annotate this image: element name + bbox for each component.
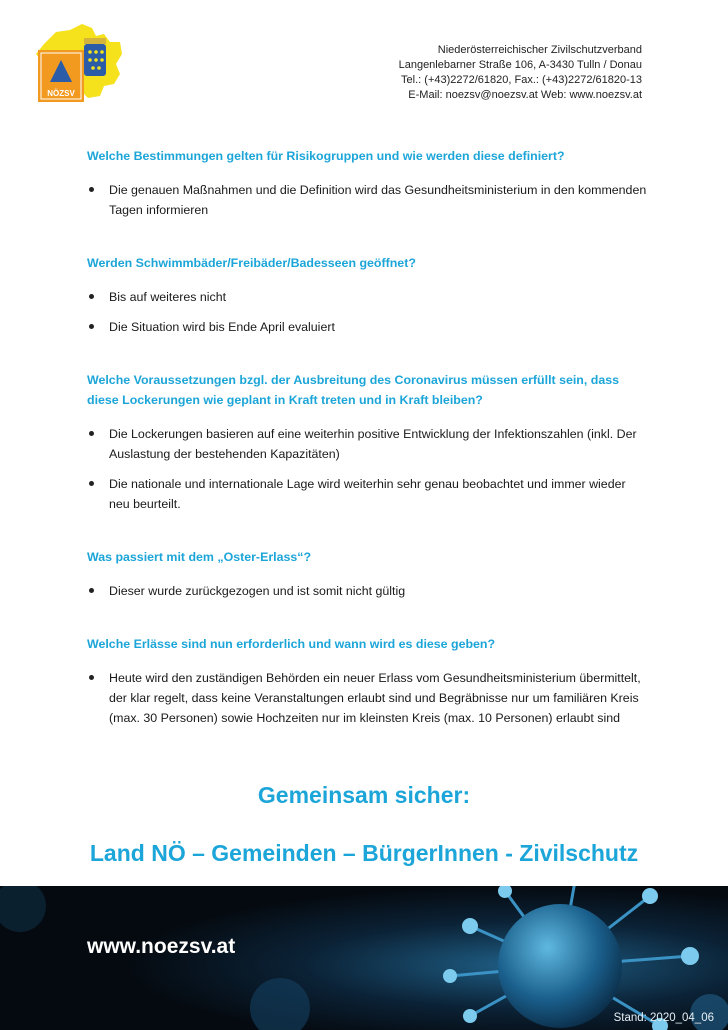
org-address: Langenlebarner Straße 106, A-3430 Tulln / Donau xyxy=(398,59,642,71)
faq-question: Welche Voraussetzungen bzgl. der Ausbreitung des Coronavirus müssen erfüllt sein, dass diese Lockerungen wie geplant in Kraft treten und in Kraft bleiben? xyxy=(87,373,619,407)
bullet-text: Bis auf weiteres nicht xyxy=(109,290,227,304)
faq-question: Welche Bestimmungen gelten für Risikogruppen und wie werden diese definiert? xyxy=(87,149,565,163)
bullet-text: Die genauen Maßnahmen und die Definition wird das Gesundheitsministerium in den kommenden Tagen informieren xyxy=(109,183,647,217)
noezsv-logo xyxy=(30,22,126,106)
bullet-text: Die Situation wird bis Ende April evaluiert xyxy=(109,320,335,334)
bullet-icon xyxy=(89,588,94,593)
org-name: Niederösterreichischer Zivilschutzverband xyxy=(437,44,642,56)
bullet-icon xyxy=(89,187,94,192)
slogan-heading: Gemeinsam sicher: xyxy=(257,782,471,808)
bullet-icon xyxy=(89,294,94,299)
faq-bullet xyxy=(87,180,647,220)
bullet-text: Heute wird den zuständigen Behörden ein neuer Erlass vom Gesundheitsministerium übermittelt, der klar regelt, dass keine Veranstaltungen erlaubt sind und Begräbnisse nur um familiären Kreis (max. 30 Personen) sowie Hochzeiten nur im kleinsten Kreis (max. 10 Personen) erlaubt sind xyxy=(109,671,641,725)
bullet-text: Dieser wurde zurückgezogen und ist somit nicht gültig xyxy=(109,584,406,598)
faq-question: Werden Schwimmbäder/Freibäder/Badesseen geöffnet? xyxy=(87,256,416,270)
website-link[interactable]: www.noezsv.at xyxy=(87,935,236,958)
organization-contact xyxy=(399,43,642,103)
bullet-text: Die Lockerungen basieren auf eine weiterhin positive Entwicklung der Infektionszahlen (inkl. Der Auslastung der bestehenden Kapazitäten) xyxy=(109,427,637,461)
faq-bullet xyxy=(87,581,647,601)
faq-bullet xyxy=(87,287,647,307)
faq-content xyxy=(87,146,647,761)
faq-bullet xyxy=(87,668,647,728)
faq-section xyxy=(87,634,647,728)
faq-question: Welche Erlässe sind nun erforderlich und wann wird es diese geben? xyxy=(87,637,496,651)
faq-bullet xyxy=(87,424,647,464)
faq-bullet xyxy=(87,317,647,337)
logo-text: NÖZSV xyxy=(47,89,75,98)
faq-section xyxy=(87,370,647,514)
document-date: Stand: 2020_04_06 xyxy=(613,1012,714,1024)
org-email-web: E-Mail: noezsv@noezsv.at Web: www.noezsv.at xyxy=(408,89,642,101)
footer-banner xyxy=(0,886,728,1030)
bullet-icon xyxy=(89,431,94,436)
slogan-subheading: Land NÖ – Gemeinden – BürgerInnen - Zivilschutz xyxy=(89,840,639,866)
bullet-icon xyxy=(89,675,94,680)
faq-question: Was passiert mit dem „Oster-Erlass“? xyxy=(87,550,312,564)
org-phone: Tel.: (+43)2272/61820, Fax.: (+43)2272/61820-13 xyxy=(401,74,642,86)
faq-section xyxy=(87,547,647,601)
bullet-text: Die nationale und internationale Lage wird weiterhin sehr genau beobachtet und immer wieder neu beurteilt. xyxy=(109,477,626,511)
faq-bullet xyxy=(87,474,647,514)
faq-section xyxy=(87,253,647,337)
bullet-icon xyxy=(89,481,94,486)
bullet-icon xyxy=(89,324,94,329)
faq-section xyxy=(87,146,647,220)
